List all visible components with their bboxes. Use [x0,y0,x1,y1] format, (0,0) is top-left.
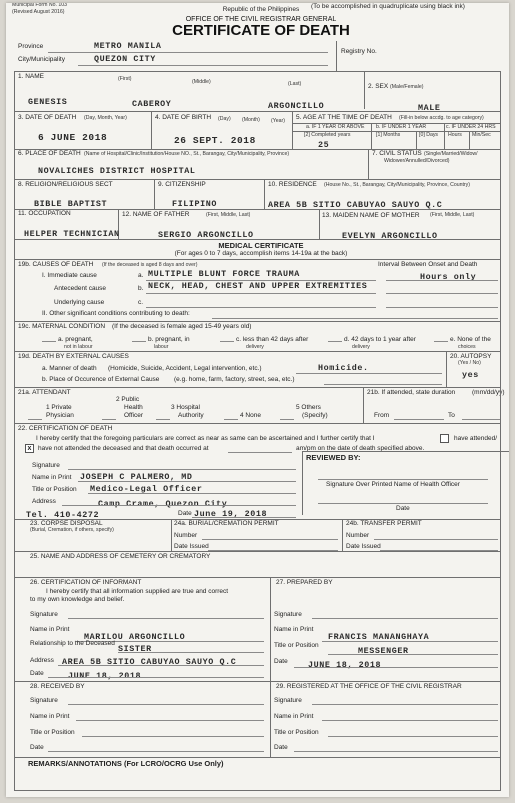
civil-status-label: 7. CIVIL STATUS [372,150,422,157]
maternal-b-2: labour [154,344,169,350]
transfer-number-label: Number [346,532,370,539]
received-signature-label: Signature [30,697,58,704]
causes-hint: (If the deceased is aged 8 days and over) [102,262,198,268]
medical-certificate-subtitle: (For ages 0 to 7 days, accomplish items 14-19a at the back) [174,250,348,257]
middle-name-value[interactable]: CABEROY [132,99,172,109]
residence-hint: (House No., St., Barangay, City/Municipality, Province, Country) [324,182,470,188]
cert-death-label: 22. CERTIFICATION OF DEATH [18,425,113,432]
interval-a-value[interactable]: Hours only [420,272,477,282]
attendant-2-line2: Health [124,404,143,411]
duration-from-label: From [374,412,390,419]
informant-print-label: Name in Print [30,626,70,633]
maternal-e[interactable]: e. None of the [450,336,491,343]
informant-label: 26. CERTIFICATION OF INFORMANT [30,579,142,586]
attendant-2-line1: 2 Public [116,396,140,403]
occupation-label: 11. OCCUPATION [18,210,71,217]
name-label: 1. NAME [18,73,45,80]
corpse-disposal-hint: (Burial, Cremation, if others, specify) [30,527,114,533]
age-hours-label: Hours [448,132,462,138]
age-years-label: [2] Completed years [304,132,351,138]
date-of-birth-label: 4. DATE OF BIRTH [155,114,212,121]
informant-relationship-value[interactable]: SISTER [118,644,152,654]
duration-label: 21b. If attended, state duration [367,389,456,396]
registered-title-label: Title or Position [274,729,319,736]
age-value[interactable]: 25 [318,140,330,150]
form-number: Municipal Form No. 103 [12,3,68,8]
age-minsec-label: Min/Sec [472,132,491,138]
cause-b-marker: b. [138,285,144,292]
cert-address-label: Address [32,498,56,505]
informant-text-1: I hereby certify that all information supplied are true and correct [46,588,229,595]
cemetery-label: 25. NAME AND ADDRESS OF CEMETERY OR CREMATORY [30,553,211,560]
cause-c-marker: c. [138,299,144,306]
religion-value[interactable]: BIBLE BAPTIST [34,199,108,209]
attendant-1[interactable]: 1 Private [46,404,72,411]
middle-name-label: (Middle) [192,79,211,85]
place-of-death-hint: (Name of Hospital/Clinic/Institution/House NO., St., Barangay, City/Municipality, Province) [84,151,290,157]
underlying-cause-label: Underlying cause [54,299,105,306]
burial-issued-label: Date Issued [174,543,209,550]
mother-label: 13. MAIDEN NAME OF MOTHER [322,212,420,219]
cert-print-label: Name in Print [32,474,72,481]
province-label: Province [18,43,44,50]
place-of-death-label: 6. PLACE OF DEATH [18,150,81,157]
corpse-disposal-label: 23. CORPSE DISPOSAL [30,520,103,527]
father-hint: (First, Middle, Last) [206,212,251,218]
not-attended-checkbox[interactable]: x [25,444,34,453]
attendant-2-line3: Officer [124,412,144,419]
duration-hint: (mm/dd/yy) [472,389,505,396]
cert-date-value[interactable]: June 19, 2018 [194,509,268,519]
maternal-e-2: choices [458,344,476,350]
age-cat-c: c. IF UNDER 24 HRS [446,124,496,130]
registered-label: 29. REGISTERED AT THE OFFICE OF THE CIVIL REGISTRAR [276,683,462,690]
prepared-date-value[interactable]: JUNE 18, 2018 [308,660,382,670]
last-name-value[interactable]: ARGONCILLO [268,101,325,111]
attendant-3-line2: Authority [178,412,204,419]
cert-title-label: Title or Position [32,486,77,493]
sex-value[interactable]: MALE [418,103,441,113]
burial-number-label: Number [174,532,198,539]
causes-label: 19b. CAUSES OF DEATH [18,261,94,268]
received-title-label: Title or Position [30,729,75,736]
transfer-permit-label: 24b. TRANSFER PERMIT [346,520,422,527]
maternal-a-2: not in labour [64,344,93,350]
other-conditions-label: II. Other significant conditions contributing to death: [42,310,190,317]
father-label: 12. NAME OF FATHER [122,211,190,218]
registry-label: Registry No. [341,48,377,55]
manner-of-death-label: a. Manner of death [42,365,97,372]
province-value[interactable]: METRO MANILA [94,41,162,51]
autopsy-hint: (Yes / No) [458,360,481,366]
informant-print-value[interactable]: MARILOU ARGONCILLO [84,632,186,642]
received-print-label: Name in Print [30,713,70,720]
cert-print-value[interactable]: JOSEPH C PALMERO, MD [80,472,193,482]
place-of-death-value[interactable]: NOVALICHES DISTRICT HOSPITAL [38,166,196,176]
death-certificate-form [6,3,509,797]
external-causes-label: 19d. DEATH BY EXTERNAL CAUSES [18,353,129,360]
maternal-d[interactable]: d. 42 days to 1 year after [344,336,416,343]
informant-address-value[interactable]: AREA 5B SITIO CABUYAO SAUYO Q.C [62,657,237,667]
maternal-b[interactable]: b. pregnant, in [148,336,190,343]
dob-day-label: (Day) [218,116,231,122]
health-officer-label: Signature Over Printed Name of Health Officer [326,481,460,488]
maternal-a[interactable]: a. pregnant, [58,336,93,343]
cert-death-attended: have attended/ [454,435,498,442]
quadruplicate-note: (To be accomplished in quadruplicate using black ink) [311,3,465,10]
age-days-label: [0] Days [419,132,439,138]
cert-title-value[interactable]: Medico-Legal Officer [90,484,203,494]
prepared-title-label: Title or Position [274,642,319,649]
registered-date-label: Date [274,744,288,751]
prepared-print-label: Name in Print [274,626,314,633]
religion-label: 8. RELIGION/RELIGIOUS SECT [18,181,113,188]
cert-tel-value[interactable]: Tel. 410-4272 [26,510,100,520]
informant-address-label: Address [30,657,54,664]
republic-label: Republic of the Philippines [222,6,300,13]
interval-label: Interval Between Onset and Death [378,261,478,268]
attendant-1-line2: Physician [46,412,74,419]
age-label: 5. AGE AT THE TIME OF DEATH [296,114,392,121]
autopsy-label: 20. AUTOPSY [450,353,492,360]
citizenship-value[interactable]: FILIPINO [172,199,218,209]
father-value[interactable]: SERGIO ARGONCILLO [158,230,254,240]
province-line [48,52,328,53]
informant-signature-label: Signature [30,611,58,618]
dob-year-label: (Year) [271,118,285,124]
mother-hint: (First, Middle, Last) [430,212,475,218]
medical-certificate-title: MEDICAL CERTIFICATE [218,241,304,250]
prepared-title-value[interactable]: MESSENGER [358,646,409,656]
place-of-occurrence-label: b. Place of Occurence of External Cause [42,376,160,383]
sex-hint: (Male/Female) [390,84,424,90]
maternal-d-2: delivery [352,344,370,350]
residence-value[interactable]: AREA 5B SITIO CABUYAO SAUYO Q.C [268,200,443,210]
maternal-c-2: delivery [246,344,264,350]
manner-of-death-value[interactable]: Homicide. [318,363,369,373]
citizenship-label: 9. CITIZENSHIP [158,181,206,188]
prepared-signature-label: Signature [274,611,302,618]
informant-text-2: to my own knowledge and belief. [30,596,125,603]
civil-status-hint-1: (Single/Married/Widow/ [424,151,478,157]
age-hint: (Fill-in below accdg. to age category) [399,115,484,121]
registered-signature-label: Signature [274,697,302,704]
city-label: City/Municipality [18,56,65,63]
maternal-c[interactable]: c. less than 42 days after [236,336,309,343]
date-of-birth-value[interactable]: 26 SEPT. 2018 [174,135,256,146]
autopsy-value[interactable]: yes [462,370,479,380]
attendant-5[interactable]: 5 Others [296,404,321,411]
informant-date-label: Date [30,670,44,677]
prepared-print-value[interactable]: FRANCIS MANANGHAYA [328,632,430,642]
received-date-label: Date [30,744,44,751]
first-name-label: (First) [118,76,132,82]
attendant-3[interactable]: 3 Hospital [171,404,200,411]
sex-label: 2. SEX [368,83,389,90]
informant-relationship-label: Relationship to the Deceased [30,640,115,647]
informant-date-value[interactable]: JUNE 18, 2018 [68,671,142,681]
cause-b-value[interactable]: NECK, HEAD, CHEST AND UPPER EXTREMITIES [148,281,368,291]
date-of-death-label: 3. DATE OF DEATH [18,114,77,121]
revision-note: (Revised August 2016) [12,9,65,15]
residence-label: 10. RESIDENCE [268,181,317,188]
received-by-label: 28. RECEIVED BY [30,683,85,690]
prepared-date-label: Date [274,658,288,665]
cert-death-text-2: have not attended the deceased and that death occurred at [38,445,209,452]
attendant-5-line2: (Specify) [302,412,328,419]
date-of-death-hint: (Day, Month, Year) [84,115,127,121]
civil-status-hint-2: Widower/Annulled/Divorced) [384,158,450,164]
antecedent-cause-label: Antecedent cause [54,285,107,292]
cert-death-text-1: I hereby certify that the foregoing particulars are correct as near as same can be ascertained and I further certify that I [36,435,375,442]
duration-to-label: To [448,412,455,419]
immediate-cause-label: I. Immediate cause [42,272,97,279]
attendant-label: 21a. ATTENDANT [18,389,71,396]
transfer-issued-label: Date Issued [346,543,381,550]
maternal-condition-hint: (If the deceased is female aged 15-49 years old) [112,323,252,330]
cert-address-value[interactable]: Camp Crame, Quezon City [98,499,228,509]
age-months-label: [1] Months [376,132,401,138]
cert-signature-label: Signature [32,462,60,469]
cause-a-marker: a. [138,272,144,279]
last-name-label: (Last) [288,81,302,87]
mother-value[interactable]: EVELYN ARGONCILLO [342,231,438,241]
age-cat-b: b. IF UNDER 1 YEAR [376,124,427,130]
form-title: CERTIFICATE OF DEATH [172,22,350,39]
age-cat-a: a. IF 1 YEAR OR ABOVE [306,124,365,130]
cert-date-label: Date [178,510,192,517]
date-of-death-value[interactable]: 6 JUNE 2018 [38,132,108,143]
burial-permit-label: 24a. BURIAL/CREMATION PERMIT [174,520,279,527]
dob-month-label: (Month) [242,117,260,123]
office-label: OFFICE OF THE CIVIL REGISTRAR GENERAL [185,16,337,23]
first-name-value[interactable]: GENESIS [28,97,68,107]
reviewed-by-label: REVIEWED BY: [306,453,361,462]
cert-death-text-3: am/pm on the date of death specified above. [296,445,425,452]
place-of-occurrence-hint: (e.g. home, farm, factory, street, sea, etc.) [174,376,295,383]
city-value[interactable]: QUEZON CITY [94,54,156,64]
maternal-condition-label: 19c. MATERNAL CONDITION [18,323,106,330]
prepared-by-label: 27. PREPARED BY [276,579,333,586]
remarks-label: REMARKS/ANNOTATIONS (For LCRO/OCRG Use Only) [28,759,224,768]
form-frame [14,71,501,791]
registered-print-label: Name in Print [274,713,314,720]
manner-of-death-hint: (Homicide, Suicide, Accident, Legal intervention, etc.) [108,365,262,372]
city-line [78,65,328,66]
attendant-4[interactable]: 4 None [240,412,261,419]
occupation-value[interactable]: HELPER TECHNICIAN [24,229,120,239]
reviewed-date-label: Date [396,505,410,512]
cause-a-value[interactable]: MULTIPLE BLUNT FORCE TRAUMA [148,269,300,279]
